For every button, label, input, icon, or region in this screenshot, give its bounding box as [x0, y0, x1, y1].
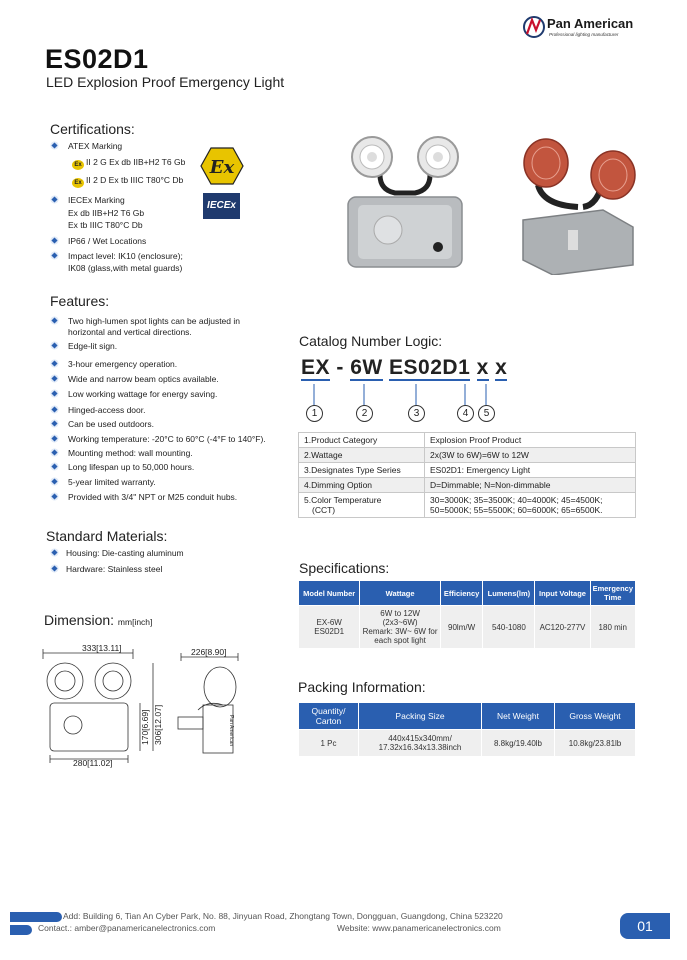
- footer-website[interactable]: Website: www.panamericanelectronics.com: [337, 923, 501, 933]
- catalog-table: [298, 432, 636, 518]
- dim-width-box: 280[11.02]: [73, 758, 113, 768]
- footer-contact[interactable]: Contact.: amber@panamericanelectronics.com: [38, 923, 216, 933]
- feature-item: Long lifespan up to 50,000 hours.: [68, 462, 195, 472]
- code-part-4: ES02D1: [389, 356, 471, 379]
- bullet-icon: [50, 548, 59, 557]
- product-front-image: [340, 135, 470, 275]
- feature-item: Low working wattage for energy saving.: [68, 389, 218, 399]
- feature-item: Can be used outdoors.: [68, 419, 155, 429]
- code-part-1: EX: [301, 356, 331, 379]
- bullet-icon: [50, 405, 59, 414]
- table-row: 1 Pc 440x415x340mm/ 17.32x16.34x13.38inch 8.8kg/19.40lb 10.8kg/23.81lb: [299, 730, 636, 757]
- materials-title: Standard Materials:: [46, 528, 168, 544]
- table-row: 4.Dimming Option D=Dimmable; N=Non-dimmable: [299, 478, 636, 493]
- bullet-icon: [50, 477, 59, 486]
- iecex-title: IECEx Marking: [68, 195, 125, 205]
- bullet-icon: [50, 141, 59, 150]
- ex-hexagon-logo: [200, 146, 244, 186]
- svg-text:306[12.07]: 306[12.07]: [153, 704, 163, 745]
- ex-mark-icon: Ex: [72, 160, 84, 170]
- feature-item: 5-year limited warranty.: [68, 477, 156, 487]
- atex-title: ATEX Marking: [68, 141, 123, 151]
- table-row: 1.Product Category Explosion Proof Product: [299, 433, 636, 448]
- iecex-line-2: Ex tb IIIC T80°C Db: [68, 220, 143, 230]
- catalog-circle-4: 4: [457, 405, 474, 422]
- catalog-circle-3: 3: [408, 405, 425, 422]
- bullet-icon: [50, 448, 59, 457]
- table-row: 5.Color Temperature (CCT) 30=3000K; 35=3500K; 40=4000K; 45=4500K; 50=5000K; 55=5500K; 60=6000K; 65=6500K.: [299, 493, 636, 518]
- bullet-icon: [50, 419, 59, 428]
- svg-text:333[13.11]: 333[13.11]: [82, 645, 122, 653]
- brand-logo-icon: [523, 14, 545, 40]
- feature-item: Mounting method: wall mounting.: [68, 448, 193, 458]
- code-part-6: x: [495, 356, 508, 379]
- svg-text:170[6.69]: 170[6.69]: [140, 709, 150, 745]
- bullet-icon: [50, 236, 59, 245]
- impact-line-1: Impact level: IK10 (enclosure);: [68, 251, 183, 261]
- specifications-table: [298, 580, 636, 649]
- bullet-icon: [50, 341, 59, 350]
- material-housing: Housing: Die-casting aluminum: [66, 548, 184, 558]
- feature-item: horizontal and vertical directions.: [68, 327, 192, 337]
- bullet-icon: [50, 434, 59, 443]
- material-hardware: Hardware: Stainless steel: [66, 564, 163, 574]
- bullet-icon: [50, 374, 59, 383]
- footer-address: Add: Building 6, Tian An Cyber Park, No. 88, Jinyuan Road, Zhongtang Town, Dongguan, Guangdong, China 523220: [63, 911, 503, 921]
- code-part-3: 6W: [350, 356, 383, 379]
- feature-item: Wide and narrow beam optics available.: [68, 374, 219, 384]
- dimension-unit: mm[inch]: [117, 617, 153, 627]
- iecex-line-1: Ex db IIB+H2 T6 Gb: [68, 208, 145, 218]
- table-header-row: Quantity/ Carton Packing Size Net Weight Gross Weight: [299, 703, 636, 730]
- bullet-icon: [50, 462, 59, 471]
- catalog-circle-2: 2: [356, 405, 373, 422]
- dimension-drawing: [38, 645, 258, 775]
- page-title: ES02D1: [45, 44, 149, 74]
- brand-name: Pan American: [547, 16, 634, 31]
- footer-bar-icon: [10, 925, 32, 935]
- page-subtitle: LED Explosion Proof Emergency Light: [46, 74, 285, 90]
- ex-mark-icon: Ex: [72, 178, 84, 188]
- brand-tagline: Professional lighting manufacturer: [549, 32, 619, 37]
- footer-bar-icon: [10, 912, 62, 922]
- svg-text:Pan American: Pan American: [228, 715, 234, 747]
- code-part-5: x: [476, 356, 489, 379]
- product-side-image: [508, 135, 643, 275]
- bullet-icon: [50, 389, 59, 398]
- features-title: Features:: [50, 293, 110, 309]
- bullet-icon: [50, 492, 59, 501]
- bullet-icon: [50, 316, 59, 325]
- bullet-icon: [50, 251, 59, 260]
- specifications-title: Specifications:: [299, 560, 390, 576]
- dimension-title: Dimension: mm[inch]: [44, 612, 153, 628]
- certifications-title: Certifications:: [50, 121, 135, 137]
- packing-table: [298, 702, 636, 757]
- page-number: 01: [620, 913, 670, 939]
- catalog-code: [301, 356, 507, 380]
- table-row: 2.Wattage 2x(3W to 6W)=6W to 12W: [299, 448, 636, 463]
- svg-text:Ex: Ex: [209, 157, 235, 178]
- feature-item: Two high-lumen spot lights can be adjusted in: [68, 316, 240, 326]
- table-row: 3.Designates Type Series ES02D1: Emergency Light: [299, 463, 636, 478]
- code-part-2: -: [336, 356, 344, 379]
- bullet-icon: [50, 195, 59, 204]
- catalog-title: Catalog Number Logic:: [299, 333, 443, 349]
- feature-item: Edge-lit sign.: [68, 341, 118, 351]
- atex-line-2: Ex II 2 D Ex tb IIIC T80°C Db: [72, 175, 183, 188]
- feature-item: Working temperature: -20°C to 60°C (-4°F to 140°F).: [68, 434, 266, 444]
- table-header-row: Model Number Wattage Efficiency Lumens(lm) Input Voltage Emergency Time: [299, 581, 636, 606]
- table-row: EX-6W ES02D1 6W to 12W (2x3~6W) Remark: 3W~ 6W for each spot light 90lm/W 540-1080 AC120-277V 180 min: [299, 606, 636, 649]
- feature-item: Provided with 3/4" NPT or M25 conduit hubs.: [68, 492, 238, 502]
- impact-line-2: IK08 (glass,with metal guards): [68, 263, 183, 273]
- brand-logo: [523, 14, 643, 42]
- svg-text:226[8.90]: 226[8.90]: [191, 647, 227, 657]
- feature-item: 3-hour emergency operation.: [68, 359, 178, 369]
- iecex-logo: IECEx: [203, 193, 240, 219]
- feature-item: Hinged-access door.: [68, 405, 146, 415]
- catalog-circle-5: 5: [478, 405, 495, 422]
- catalog-circle-1: 1: [306, 405, 323, 422]
- bullet-icon: [50, 564, 59, 573]
- atex-line-1: Ex II 2 G Ex db IIB+H2 T6 Gb: [72, 157, 185, 170]
- packing-title: Packing Information:: [298, 679, 426, 695]
- ip-rating: IP66 / Wet Locations: [68, 236, 147, 246]
- bullet-icon: [50, 359, 59, 368]
